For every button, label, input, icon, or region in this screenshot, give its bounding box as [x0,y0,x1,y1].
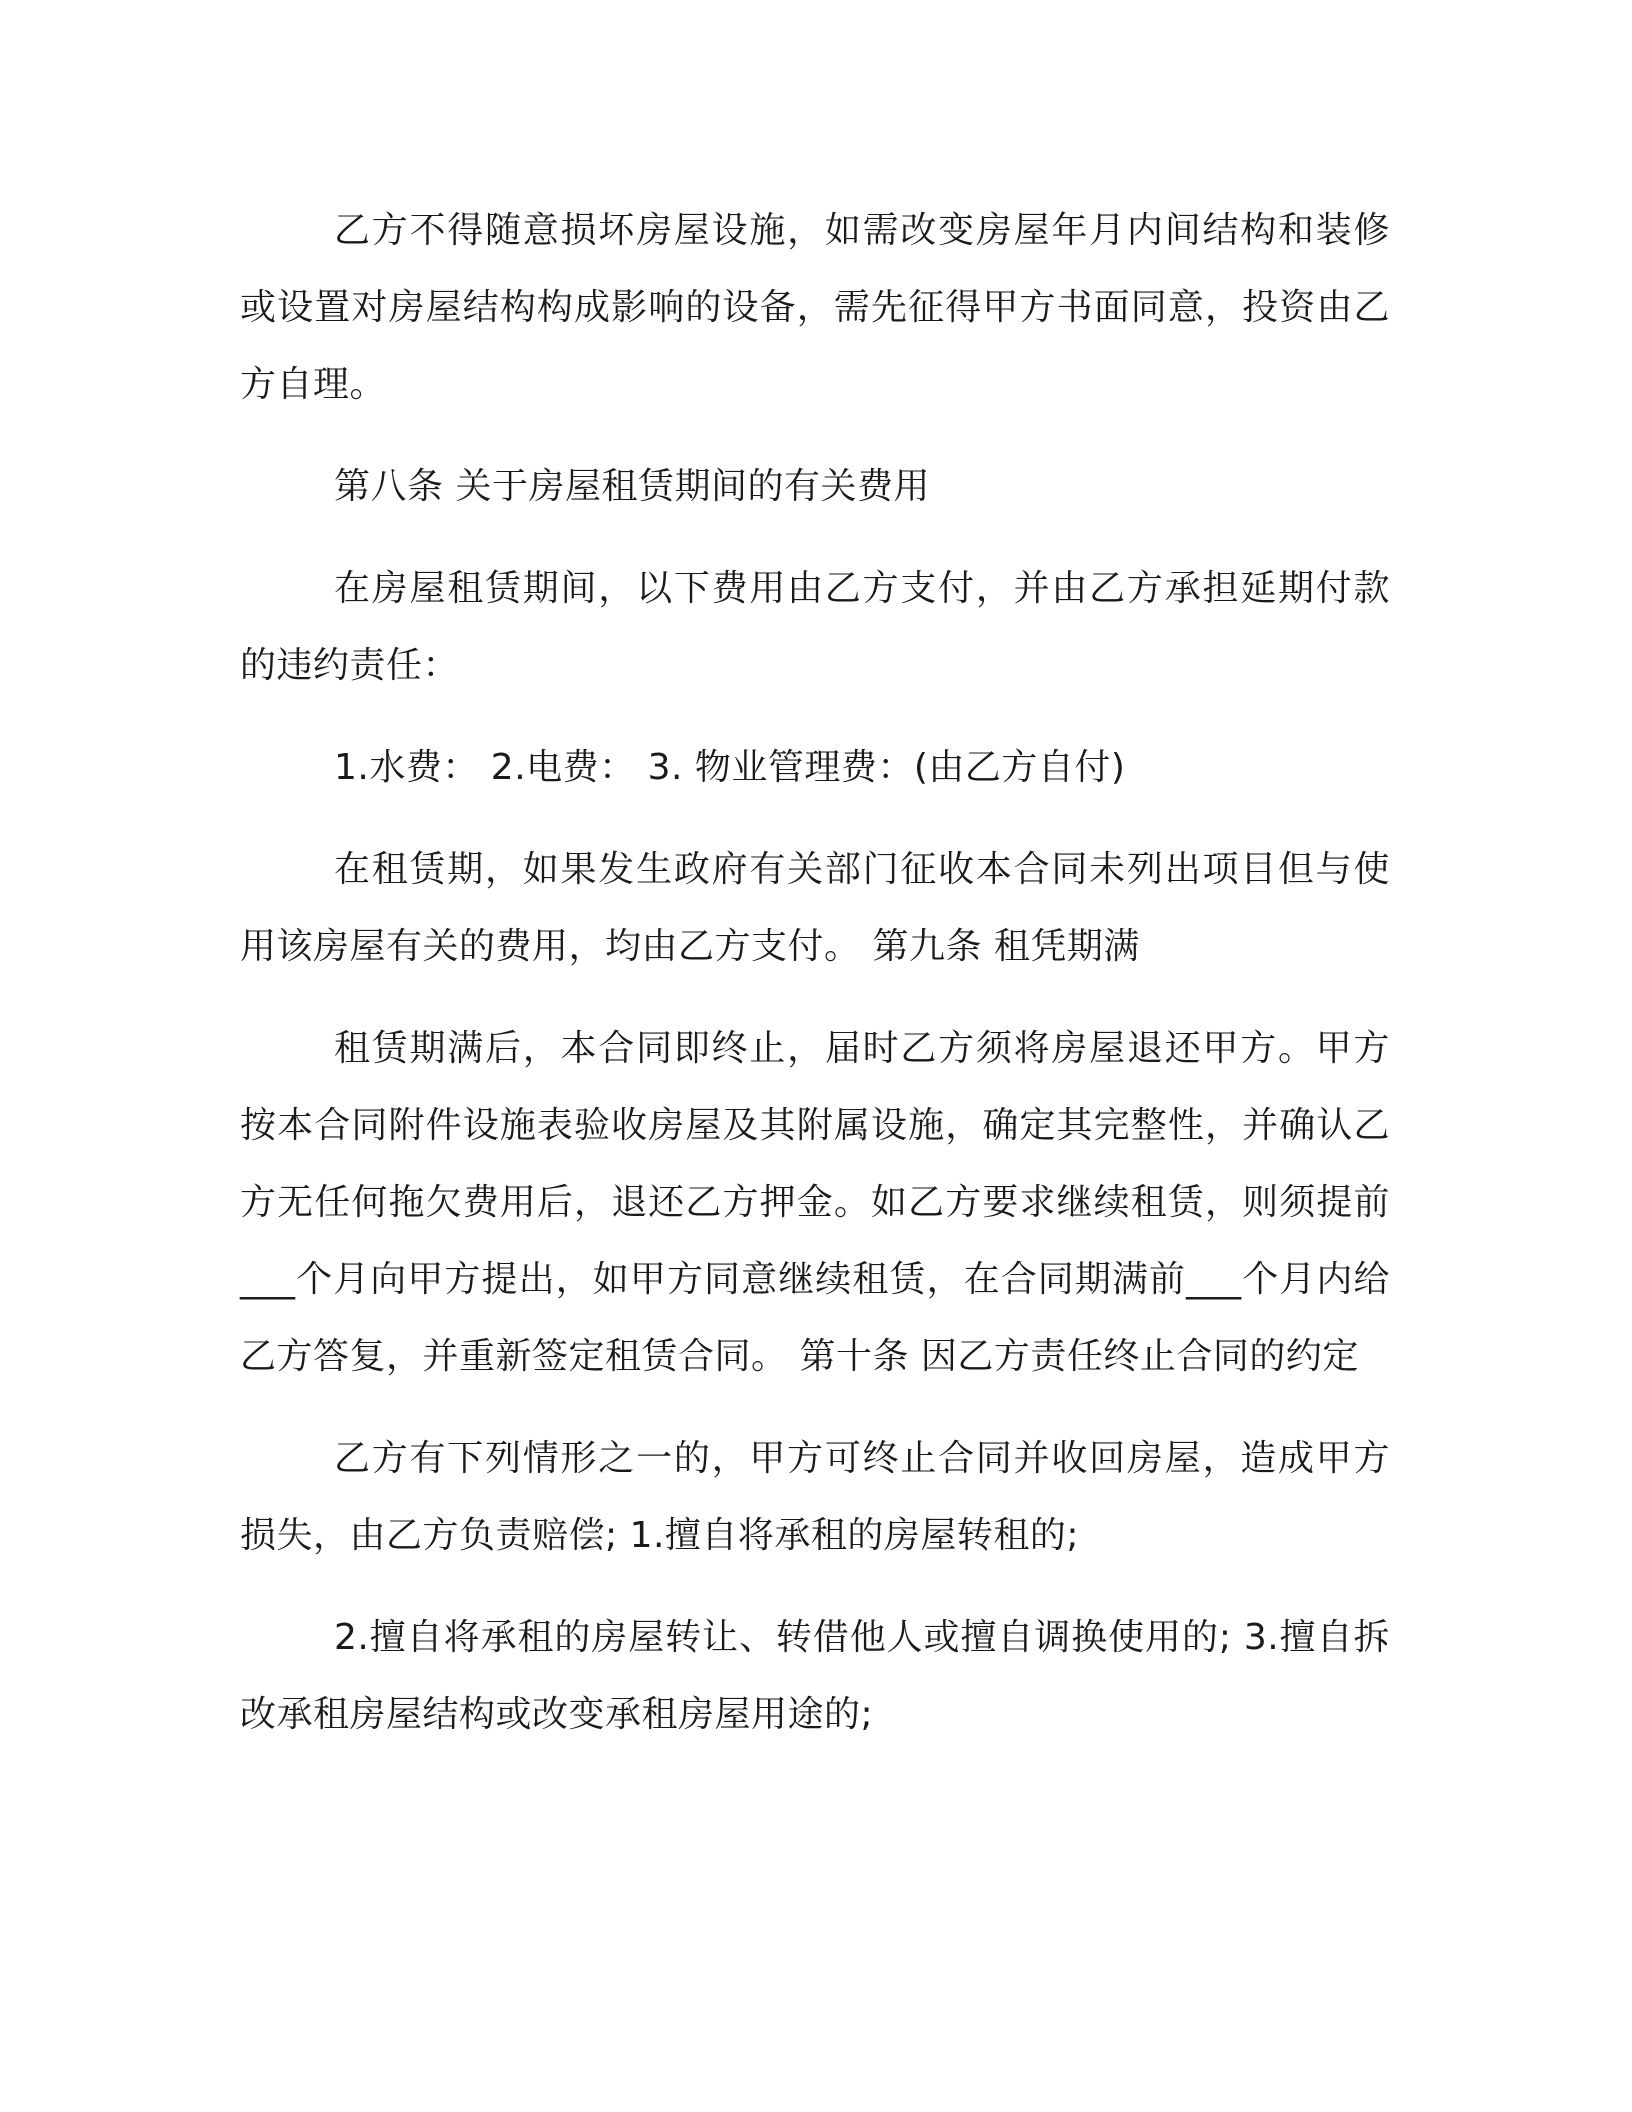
paragraph-fee-list: 1.水费： 2.电费： 3. 物业管理费：(由乙方自付) [334,747,1126,788]
document-body [240,192,1390,1778]
paragraph-termination-conditions: 乙方有下列情形之一的，甲方可终止合同并收回房屋，造成甲方损失，由乙方负责赔偿; 1.擅自将承租的房屋转租的; [240,1438,1390,1556]
paragraph-termination-items: 2.擅自将承租的房屋转让、转借他人或擅自调换使用的; 3.擅自拆改承租房屋结构或改变承租房屋用途的; [240,1617,1390,1735]
paragraph-fees-intro: 在房屋租赁期间，以下费用由乙方支付，并由乙方承担延期付款的违约责任： [240,568,1390,686]
article-8-heading: 第八条 关于房屋租赁期间的有关费用 [334,466,930,507]
paragraph-government-fees: 在租赁期，如果发生政府有关部门征收本合同未列出项目但与使用该房屋有关的费用，均由乙方支付。 第九条 租凭期满 [240,849,1390,967]
paragraph-lease-expiry: 租赁期满后，本合同即终止，届时乙方须将房屋退还甲方。甲方按本合同附件设施表验收房屋及其附属设施，确定其完整性，并确认乙方无任何拖欠费用后，退还乙方押金。如乙方要求继续租赁，则须提前___个月向甲方提出，如甲方同意继续租赁，在合同期满前___个月内给乙方答复，并重新签定租赁合同。 第十条 因乙方责任终止合同的约定 [240,1028,1390,1377]
paragraph-facility-damage: 乙方不得随意损坏房屋设施，如需改变房屋年月内间结构和装修或设置对房屋结构构成影响的设备，需先征得甲方书面同意，投资由乙方自理。 [240,210,1390,405]
